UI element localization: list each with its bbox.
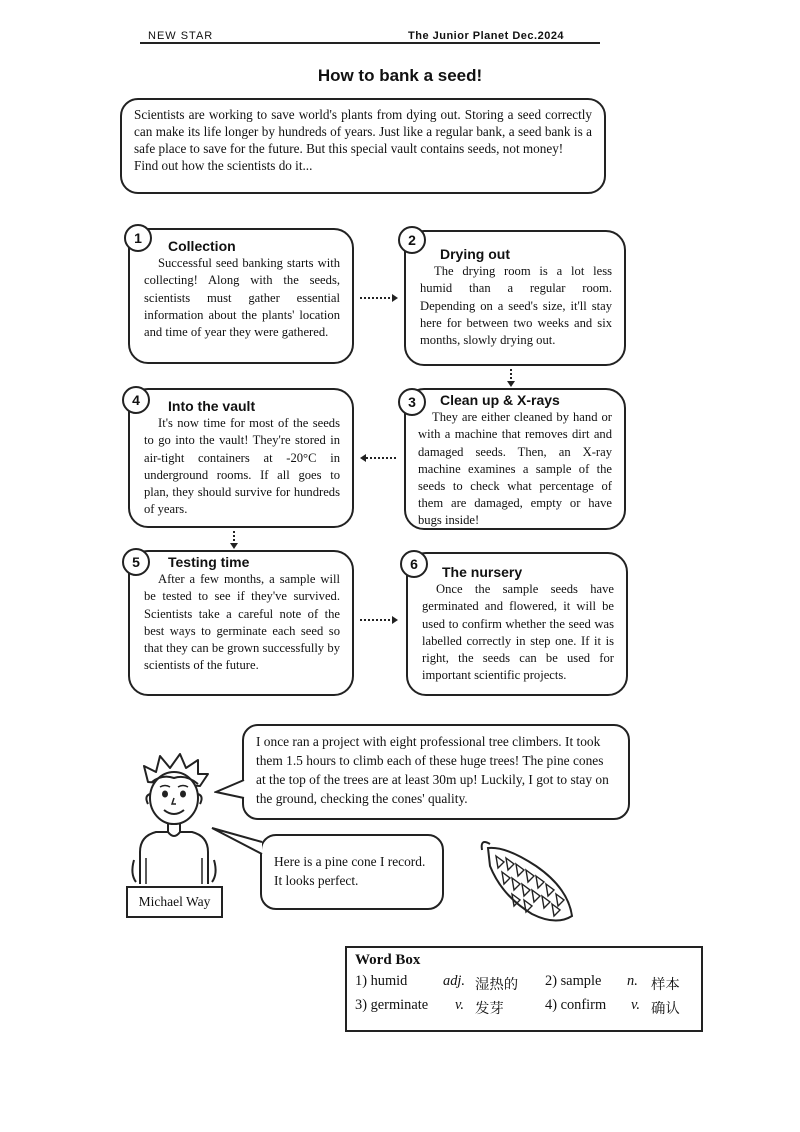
step-3-heading: Clean up & X-rays <box>440 392 560 408</box>
word-entry-term: 2) sample <box>545 973 602 989</box>
header-right: The Junior Planet Dec.2024 <box>408 30 565 42</box>
step-4-text: It's now time for most of the seeds to go into the vault! They're stored in air-tight containers at -20°C in underground rooms. If all goes to plan, they should survive for hundreds of years. <box>144 416 340 517</box>
step-3-box <box>404 388 626 530</box>
dotted-arrow-down-icon <box>228 530 240 550</box>
word-entry-pos: n. <box>627 973 638 989</box>
step-1-box <box>128 228 354 364</box>
step-5-text: After a few months, a sample will be tested to see if they've survived. Scientists take a careful note of the best ways to germinate each seed so that they can be grown successfully by scientists of the future. <box>144 572 340 673</box>
step-2-text: The drying room is a lot less humid than a regular room. Depending on a seed's size, it'll stay here for between two weeks and six months, slowly drying out. <box>420 264 612 348</box>
word-box-title: Word Box <box>355 952 421 968</box>
dotted-arrow-down-icon <box>505 368 517 388</box>
word-entry-term: 4) confirm <box>545 997 607 1013</box>
step-1-text: Successful seed banking starts with collecting! Along with the seeds, scientists must gather essential information about the plants' location and time of year they were gathered. <box>144 256 340 340</box>
word-entry-term: 1) humid <box>355 973 408 989</box>
word-entry-pos: adj. <box>443 973 465 989</box>
dotted-arrow-right-icon <box>358 614 400 626</box>
speech-tail-icon <box>210 826 264 856</box>
dotted-arrow-left-icon <box>358 452 400 464</box>
word-box-row <box>355 973 693 997</box>
speech-bubble-2: Here is a pine cone I record. It looks perfect. <box>260 834 444 910</box>
word-entry-meaning: 发芽 <box>475 1001 504 1017</box>
step-5-box <box>128 550 354 696</box>
speech-bubble-1: I once ran a project with eight professional tree climbers. It took them 1.5 hours to climb each of these huge trees! The pine cones at the top of the trees are at least 30m up! Luckily, I got to stay on the ground, checking the cones' quality. <box>242 724 630 820</box>
step-5-number: 5 <box>122 548 150 576</box>
step-4-number: 4 <box>122 386 150 414</box>
step-2-heading: Drying out <box>440 246 510 262</box>
word-entry-pos: v. <box>455 997 464 1013</box>
step-6-number: 6 <box>400 550 428 578</box>
step-4-heading: Into the vault <box>168 398 256 414</box>
page-title: How to bank a seed! <box>317 66 483 85</box>
word-box <box>345 946 703 1032</box>
word-entry-meaning: 确认 <box>651 1001 680 1017</box>
pine-cone-illustration-icon <box>476 836 584 928</box>
word-entry-meaning: 湿热的 <box>475 977 519 993</box>
word-entry-pos: v. <box>631 997 640 1013</box>
step-2-box <box>404 230 626 366</box>
word-entry-term: 3) germinate <box>355 997 429 1013</box>
header-rule <box>140 42 600 44</box>
step-1-heading: Collection <box>168 238 236 254</box>
step-3-number: 3 <box>398 388 426 416</box>
step-6-heading: The nursery <box>442 564 523 580</box>
speech-tail-icon <box>214 778 246 802</box>
dotted-arrow-right-icon <box>358 292 400 304</box>
intro-text: Scientists are working to save world's plants from dying out. Storing a seed correctly can make its life longer by hundreds of years. Just like a regular bank, a seed bank is a safe place to save for the future. But this special vault contains seeds, not money! <box>134 107 592 156</box>
word-entry-meaning: 样本 <box>651 977 680 993</box>
step-2-number: 2 <box>398 226 426 254</box>
word-box-row <box>355 997 693 1021</box>
speaker-name-tag: Michael Way <box>126 886 223 918</box>
step-6-text: Once the sample seeds have germinated and flowered, it will be used to confirm whether the seed was labelled correctly in step one. If it is right, the seeds can be used for important scientific projects. <box>422 582 614 683</box>
header-left: NEW STAR <box>148 30 214 42</box>
intro-find-out: Find out how the scientists do it... <box>134 158 313 173</box>
step-1-number: 1 <box>124 224 152 252</box>
step-4-box <box>128 388 354 528</box>
boy-illustration-icon <box>126 752 222 884</box>
intro-box <box>120 98 606 194</box>
step-6-box <box>406 552 628 696</box>
step-5-heading: Testing time <box>168 554 250 570</box>
step-3-text: They are either cleaned by hand or with a machine that removes dirt and damaged seeds. Then, an X-ray machine examines a sample of the seeds to check what percentage of them are damaged, empty or have bugs inside! <box>418 410 612 528</box>
